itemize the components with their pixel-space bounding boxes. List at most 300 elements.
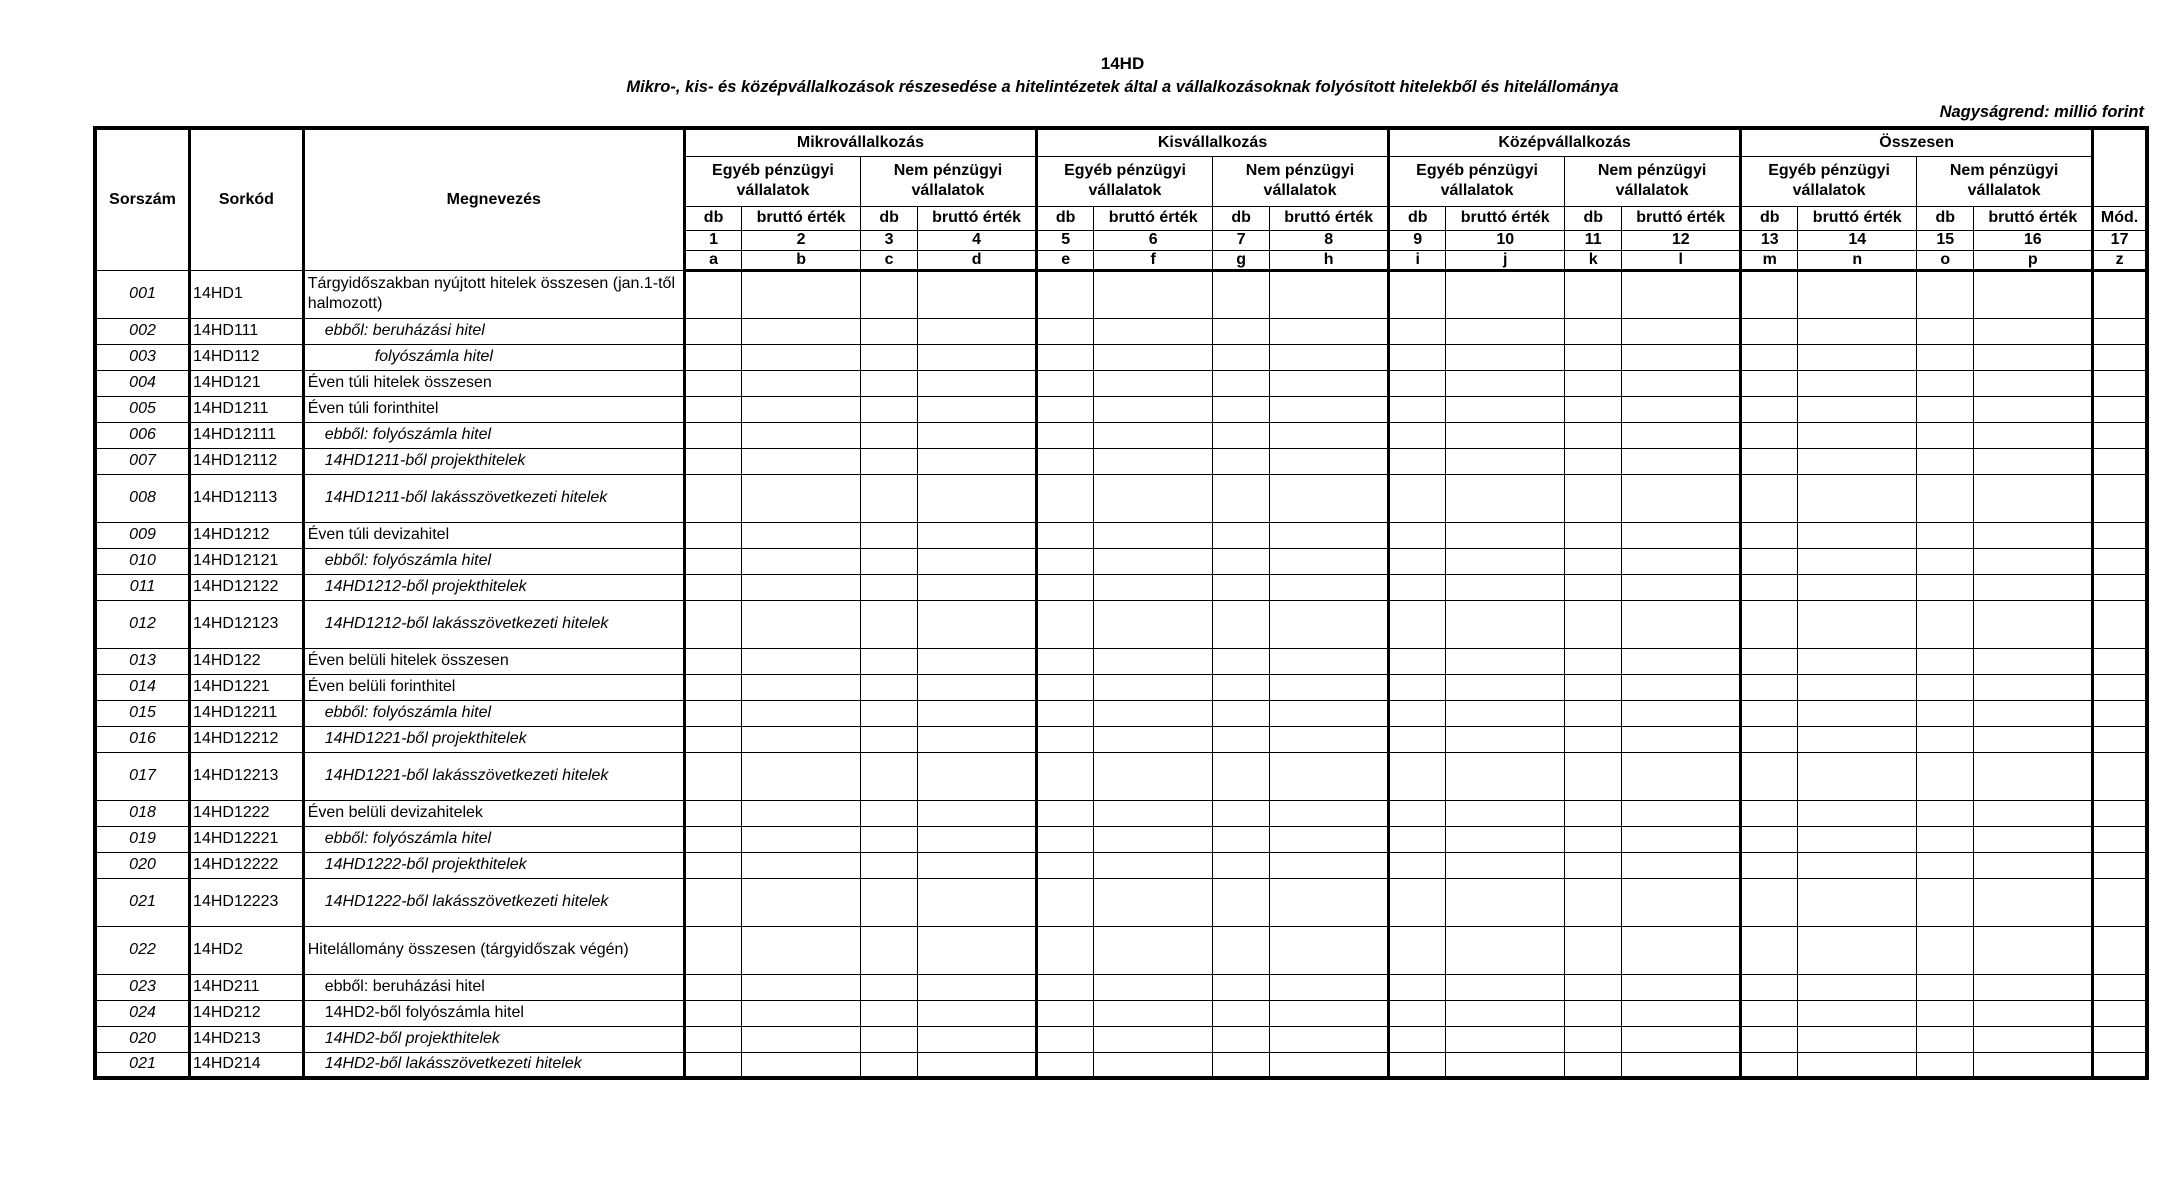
input-cell[interactable] bbox=[860, 852, 917, 878]
input-cell[interactable] bbox=[1917, 318, 1974, 344]
input-cell[interactable] bbox=[1622, 574, 1741, 600]
input-cell[interactable] bbox=[1446, 574, 1565, 600]
input-cell[interactable] bbox=[1622, 1000, 1741, 1026]
input-cell[interactable] bbox=[1974, 344, 2093, 370]
input-cell[interactable] bbox=[1741, 574, 1798, 600]
input-cell[interactable] bbox=[1036, 974, 1093, 1000]
input-cell[interactable] bbox=[1446, 674, 1565, 700]
input-cell[interactable] bbox=[2093, 1000, 2147, 1026]
input-cell[interactable] bbox=[1446, 878, 1565, 926]
input-cell[interactable] bbox=[1622, 1026, 1741, 1052]
input-cell[interactable] bbox=[1446, 370, 1565, 396]
input-cell[interactable] bbox=[1036, 548, 1093, 574]
input-cell[interactable] bbox=[1622, 878, 1741, 926]
input-cell[interactable] bbox=[1974, 370, 2093, 396]
input-cell[interactable] bbox=[684, 448, 741, 474]
input-cell[interactable] bbox=[1446, 648, 1565, 674]
input-cell[interactable] bbox=[1741, 648, 1798, 674]
input-cell[interactable] bbox=[1446, 396, 1565, 422]
input-cell[interactable] bbox=[1446, 270, 1565, 318]
input-cell[interactable] bbox=[1094, 752, 1213, 800]
input-cell[interactable] bbox=[684, 1000, 741, 1026]
input-cell[interactable] bbox=[1565, 800, 1622, 826]
input-cell[interactable] bbox=[1094, 548, 1213, 574]
input-cell[interactable] bbox=[1741, 474, 1798, 522]
input-cell[interactable] bbox=[1446, 726, 1565, 752]
input-cell[interactable] bbox=[1622, 600, 1741, 648]
input-cell[interactable] bbox=[1270, 548, 1389, 574]
input-cell[interactable] bbox=[1565, 396, 1622, 422]
input-cell[interactable] bbox=[742, 448, 861, 474]
input-cell[interactable] bbox=[1974, 474, 2093, 522]
input-cell[interactable] bbox=[1974, 448, 2093, 474]
input-cell[interactable] bbox=[2093, 344, 2147, 370]
input-cell[interactable] bbox=[1036, 1000, 1093, 1026]
input-cell[interactable] bbox=[918, 448, 1037, 474]
input-cell[interactable] bbox=[860, 752, 917, 800]
input-cell[interactable] bbox=[1446, 700, 1565, 726]
input-cell[interactable] bbox=[742, 852, 861, 878]
input-cell[interactable] bbox=[918, 700, 1037, 726]
input-cell[interactable] bbox=[1917, 422, 1974, 448]
input-cell[interactable] bbox=[742, 574, 861, 600]
input-cell[interactable] bbox=[1213, 752, 1270, 800]
input-cell[interactable] bbox=[1213, 600, 1270, 648]
input-cell[interactable] bbox=[1036, 674, 1093, 700]
input-cell[interactable] bbox=[1213, 548, 1270, 574]
input-cell[interactable] bbox=[684, 396, 741, 422]
input-cell[interactable] bbox=[860, 826, 917, 852]
input-cell[interactable] bbox=[918, 600, 1037, 648]
input-cell[interactable] bbox=[1917, 926, 1974, 974]
input-cell[interactable] bbox=[1270, 422, 1389, 448]
input-cell[interactable] bbox=[1213, 974, 1270, 1000]
input-cell[interactable] bbox=[1741, 396, 1798, 422]
input-cell[interactable] bbox=[742, 548, 861, 574]
input-cell[interactable] bbox=[860, 448, 917, 474]
input-cell[interactable] bbox=[1917, 548, 1974, 574]
input-cell[interactable] bbox=[1446, 974, 1565, 1000]
input-cell[interactable] bbox=[1036, 926, 1093, 974]
input-cell[interactable] bbox=[1270, 474, 1389, 522]
input-cell[interactable] bbox=[1446, 344, 1565, 370]
input-cell[interactable] bbox=[860, 1000, 917, 1026]
input-cell[interactable] bbox=[1622, 448, 1741, 474]
input-cell[interactable] bbox=[2093, 800, 2147, 826]
input-cell[interactable] bbox=[1094, 396, 1213, 422]
input-cell[interactable] bbox=[1798, 800, 1917, 826]
input-cell[interactable] bbox=[1270, 370, 1389, 396]
input-cell[interactable] bbox=[1213, 700, 1270, 726]
input-cell[interactable] bbox=[1446, 926, 1565, 974]
input-cell[interactable] bbox=[1622, 370, 1741, 396]
input-cell[interactable] bbox=[918, 826, 1037, 852]
input-cell[interactable] bbox=[1622, 700, 1741, 726]
input-cell[interactable] bbox=[1213, 1026, 1270, 1052]
input-cell[interactable] bbox=[1741, 700, 1798, 726]
input-cell[interactable] bbox=[1389, 700, 1446, 726]
input-cell[interactable] bbox=[1741, 422, 1798, 448]
input-cell[interactable] bbox=[1741, 726, 1798, 752]
input-cell[interactable] bbox=[860, 574, 917, 600]
input-cell[interactable] bbox=[1917, 700, 1974, 726]
input-cell[interactable] bbox=[1917, 826, 1974, 852]
input-cell[interactable] bbox=[1741, 974, 1798, 1000]
input-cell[interactable] bbox=[1270, 270, 1389, 318]
input-cell[interactable] bbox=[860, 370, 917, 396]
input-cell[interactable] bbox=[1798, 396, 1917, 422]
input-cell[interactable] bbox=[1036, 422, 1093, 448]
input-cell[interactable] bbox=[1213, 852, 1270, 878]
input-cell[interactable] bbox=[742, 926, 861, 974]
input-cell[interactable] bbox=[1798, 648, 1917, 674]
input-cell[interactable] bbox=[1213, 800, 1270, 826]
input-cell[interactable] bbox=[1094, 1026, 1213, 1052]
input-cell[interactable] bbox=[1389, 926, 1446, 974]
input-cell[interactable] bbox=[1036, 752, 1093, 800]
input-cell[interactable] bbox=[1565, 974, 1622, 1000]
input-cell[interactable] bbox=[1622, 852, 1741, 878]
input-cell[interactable] bbox=[1622, 396, 1741, 422]
input-cell[interactable] bbox=[684, 648, 741, 674]
input-cell[interactable] bbox=[1798, 574, 1917, 600]
input-cell[interactable] bbox=[684, 344, 741, 370]
input-cell[interactable] bbox=[1917, 270, 1974, 318]
input-cell[interactable] bbox=[1213, 878, 1270, 926]
input-cell[interactable] bbox=[1036, 318, 1093, 344]
input-cell[interactable] bbox=[1213, 344, 1270, 370]
input-cell[interactable] bbox=[1270, 926, 1389, 974]
input-cell[interactable] bbox=[1565, 474, 1622, 522]
input-cell[interactable] bbox=[1565, 1000, 1622, 1026]
input-cell[interactable] bbox=[860, 800, 917, 826]
input-cell[interactable] bbox=[918, 878, 1037, 926]
input-cell[interactable] bbox=[1446, 852, 1565, 878]
input-cell[interactable] bbox=[918, 370, 1037, 396]
input-cell[interactable] bbox=[1974, 926, 2093, 974]
input-cell[interactable] bbox=[860, 270, 917, 318]
input-cell[interactable] bbox=[1389, 826, 1446, 852]
input-cell[interactable] bbox=[1094, 1052, 1213, 1078]
input-cell[interactable] bbox=[1741, 522, 1798, 548]
input-cell[interactable] bbox=[1446, 318, 1565, 344]
input-cell[interactable] bbox=[1213, 1052, 1270, 1078]
input-cell[interactable] bbox=[1213, 396, 1270, 422]
input-cell[interactable] bbox=[1741, 1000, 1798, 1026]
input-cell[interactable] bbox=[1974, 1026, 2093, 1052]
input-cell[interactable] bbox=[860, 1026, 917, 1052]
input-cell[interactable] bbox=[1213, 574, 1270, 600]
input-cell[interactable] bbox=[1917, 370, 1974, 396]
input-cell[interactable] bbox=[1094, 648, 1213, 674]
input-cell[interactable] bbox=[1917, 474, 1974, 522]
input-cell[interactable] bbox=[1974, 974, 2093, 1000]
input-cell[interactable] bbox=[1565, 674, 1622, 700]
input-cell[interactable] bbox=[1213, 674, 1270, 700]
input-cell[interactable] bbox=[1917, 448, 1974, 474]
input-cell[interactable] bbox=[1741, 344, 1798, 370]
input-cell[interactable] bbox=[1917, 600, 1974, 648]
input-cell[interactable] bbox=[684, 800, 741, 826]
input-cell[interactable] bbox=[742, 752, 861, 800]
input-cell[interactable] bbox=[2093, 974, 2147, 1000]
input-cell[interactable] bbox=[1389, 852, 1446, 878]
input-cell[interactable] bbox=[860, 600, 917, 648]
input-cell[interactable] bbox=[684, 852, 741, 878]
input-cell[interactable] bbox=[1565, 522, 1622, 548]
input-cell[interactable] bbox=[1389, 1026, 1446, 1052]
input-cell[interactable] bbox=[1917, 974, 1974, 1000]
input-cell[interactable] bbox=[860, 700, 917, 726]
input-cell[interactable] bbox=[742, 800, 861, 826]
input-cell[interactable] bbox=[742, 600, 861, 648]
input-cell[interactable] bbox=[918, 726, 1037, 752]
input-cell[interactable] bbox=[1213, 1000, 1270, 1026]
input-cell[interactable] bbox=[1798, 752, 1917, 800]
input-cell[interactable] bbox=[1270, 1000, 1389, 1026]
input-cell[interactable] bbox=[918, 548, 1037, 574]
input-cell[interactable] bbox=[1917, 396, 1974, 422]
input-cell[interactable] bbox=[1094, 344, 1213, 370]
input-cell[interactable] bbox=[1798, 674, 1917, 700]
input-cell[interactable] bbox=[2093, 574, 2147, 600]
input-cell[interactable] bbox=[684, 522, 741, 548]
input-cell[interactable] bbox=[1917, 574, 1974, 600]
input-cell[interactable] bbox=[1917, 800, 1974, 826]
input-cell[interactable] bbox=[1917, 674, 1974, 700]
input-cell[interactable] bbox=[2093, 396, 2147, 422]
input-cell[interactable] bbox=[684, 270, 741, 318]
input-cell[interactable] bbox=[1446, 826, 1565, 852]
input-cell[interactable] bbox=[1036, 370, 1093, 396]
input-cell[interactable] bbox=[860, 974, 917, 1000]
input-cell[interactable] bbox=[1270, 974, 1389, 1000]
input-cell[interactable] bbox=[742, 270, 861, 318]
input-cell[interactable] bbox=[1974, 852, 2093, 878]
input-cell[interactable] bbox=[1036, 396, 1093, 422]
input-cell[interactable] bbox=[1798, 974, 1917, 1000]
input-cell[interactable] bbox=[860, 1052, 917, 1078]
input-cell[interactable] bbox=[1798, 370, 1917, 396]
input-cell[interactable] bbox=[1389, 422, 1446, 448]
input-cell[interactable] bbox=[2093, 826, 2147, 852]
input-cell[interactable] bbox=[1389, 448, 1446, 474]
input-cell[interactable] bbox=[1036, 270, 1093, 318]
input-cell[interactable] bbox=[1270, 1052, 1389, 1078]
input-cell[interactable] bbox=[1798, 1026, 1917, 1052]
input-cell[interactable] bbox=[1565, 826, 1622, 852]
input-cell[interactable] bbox=[918, 752, 1037, 800]
input-cell[interactable] bbox=[918, 852, 1037, 878]
input-cell[interactable] bbox=[918, 1052, 1037, 1078]
input-cell[interactable] bbox=[1270, 1026, 1389, 1052]
input-cell[interactable] bbox=[1446, 1052, 1565, 1078]
input-cell[interactable] bbox=[1094, 852, 1213, 878]
input-cell[interactable] bbox=[1213, 522, 1270, 548]
input-cell[interactable] bbox=[742, 674, 861, 700]
input-cell[interactable] bbox=[684, 726, 741, 752]
input-cell[interactable] bbox=[2093, 600, 2147, 648]
input-cell[interactable] bbox=[1389, 648, 1446, 674]
input-cell[interactable] bbox=[860, 474, 917, 522]
input-cell[interactable] bbox=[1270, 600, 1389, 648]
input-cell[interactable] bbox=[684, 600, 741, 648]
input-cell[interactable] bbox=[1270, 522, 1389, 548]
input-cell[interactable] bbox=[1389, 800, 1446, 826]
input-cell[interactable] bbox=[1094, 1000, 1213, 1026]
input-cell[interactable] bbox=[2093, 852, 2147, 878]
input-cell[interactable] bbox=[1389, 752, 1446, 800]
input-cell[interactable] bbox=[1270, 448, 1389, 474]
input-cell[interactable] bbox=[684, 752, 741, 800]
input-cell[interactable] bbox=[1094, 474, 1213, 522]
input-cell[interactable] bbox=[918, 674, 1037, 700]
input-cell[interactable] bbox=[1741, 926, 1798, 974]
input-cell[interactable] bbox=[1974, 1000, 2093, 1026]
input-cell[interactable] bbox=[1565, 700, 1622, 726]
input-cell[interactable] bbox=[742, 422, 861, 448]
input-cell[interactable] bbox=[1446, 448, 1565, 474]
input-cell[interactable] bbox=[1622, 548, 1741, 574]
input-cell[interactable] bbox=[1036, 878, 1093, 926]
input-cell[interactable] bbox=[1622, 752, 1741, 800]
input-cell[interactable] bbox=[1270, 726, 1389, 752]
input-cell[interactable] bbox=[2093, 700, 2147, 726]
input-cell[interactable] bbox=[1917, 344, 1974, 370]
input-cell[interactable] bbox=[1446, 474, 1565, 522]
input-cell[interactable] bbox=[860, 522, 917, 548]
input-cell[interactable] bbox=[1213, 370, 1270, 396]
input-cell[interactable] bbox=[1565, 648, 1622, 674]
input-cell[interactable] bbox=[1094, 370, 1213, 396]
input-cell[interactable] bbox=[1622, 1052, 1741, 1078]
input-cell[interactable] bbox=[1389, 1052, 1446, 1078]
input-cell[interactable] bbox=[1622, 926, 1741, 974]
input-cell[interactable] bbox=[1741, 448, 1798, 474]
input-cell[interactable] bbox=[1622, 344, 1741, 370]
input-cell[interactable] bbox=[2093, 370, 2147, 396]
input-cell[interactable] bbox=[918, 522, 1037, 548]
input-cell[interactable] bbox=[918, 648, 1037, 674]
input-cell[interactable] bbox=[1917, 1052, 1974, 1078]
input-cell[interactable] bbox=[1622, 648, 1741, 674]
input-cell[interactable] bbox=[1565, 878, 1622, 926]
input-cell[interactable] bbox=[1036, 448, 1093, 474]
input-cell[interactable] bbox=[1565, 318, 1622, 344]
input-cell[interactable] bbox=[742, 522, 861, 548]
input-cell[interactable] bbox=[918, 974, 1037, 1000]
input-cell[interactable] bbox=[1389, 318, 1446, 344]
input-cell[interactable] bbox=[742, 974, 861, 1000]
input-cell[interactable] bbox=[2093, 448, 2147, 474]
input-cell[interactable] bbox=[1798, 826, 1917, 852]
input-cell[interactable] bbox=[1974, 800, 2093, 826]
input-cell[interactable] bbox=[1036, 852, 1093, 878]
input-cell[interactable] bbox=[1565, 726, 1622, 752]
input-cell[interactable] bbox=[1741, 270, 1798, 318]
input-cell[interactable] bbox=[1036, 522, 1093, 548]
input-cell[interactable] bbox=[2093, 648, 2147, 674]
input-cell[interactable] bbox=[1741, 674, 1798, 700]
input-cell[interactable] bbox=[1798, 1052, 1917, 1078]
input-cell[interactable] bbox=[1389, 474, 1446, 522]
input-cell[interactable] bbox=[1974, 752, 2093, 800]
input-cell[interactable] bbox=[1622, 318, 1741, 344]
input-cell[interactable] bbox=[1798, 1000, 1917, 1026]
input-cell[interactable] bbox=[918, 1000, 1037, 1026]
input-cell[interactable] bbox=[742, 700, 861, 726]
input-cell[interactable] bbox=[1974, 700, 2093, 726]
input-cell[interactable] bbox=[2093, 1026, 2147, 1052]
input-cell[interactable] bbox=[1741, 852, 1798, 878]
input-cell[interactable] bbox=[860, 726, 917, 752]
input-cell[interactable] bbox=[1036, 474, 1093, 522]
input-cell[interactable] bbox=[1389, 674, 1446, 700]
input-cell[interactable] bbox=[918, 422, 1037, 448]
input-cell[interactable] bbox=[1446, 600, 1565, 648]
input-cell[interactable] bbox=[1741, 878, 1798, 926]
input-cell[interactable] bbox=[1094, 600, 1213, 648]
input-cell[interactable] bbox=[2093, 474, 2147, 522]
input-cell[interactable] bbox=[1741, 800, 1798, 826]
input-cell[interactable] bbox=[1974, 548, 2093, 574]
input-cell[interactable] bbox=[1270, 852, 1389, 878]
input-cell[interactable] bbox=[1917, 1026, 1974, 1052]
input-cell[interactable] bbox=[918, 344, 1037, 370]
input-cell[interactable] bbox=[684, 974, 741, 1000]
input-cell[interactable] bbox=[1213, 422, 1270, 448]
input-cell[interactable] bbox=[2093, 1052, 2147, 1078]
input-cell[interactable] bbox=[2093, 726, 2147, 752]
input-cell[interactable] bbox=[1622, 800, 1741, 826]
input-cell[interactable] bbox=[1622, 726, 1741, 752]
input-cell[interactable] bbox=[1917, 878, 1974, 926]
input-cell[interactable] bbox=[1798, 270, 1917, 318]
input-cell[interactable] bbox=[1213, 474, 1270, 522]
input-cell[interactable] bbox=[684, 878, 741, 926]
input-cell[interactable] bbox=[860, 926, 917, 974]
input-cell[interactable] bbox=[742, 1026, 861, 1052]
input-cell[interactable] bbox=[1389, 396, 1446, 422]
input-cell[interactable] bbox=[1389, 270, 1446, 318]
input-cell[interactable] bbox=[742, 648, 861, 674]
input-cell[interactable] bbox=[1270, 574, 1389, 600]
input-cell[interactable] bbox=[1446, 752, 1565, 800]
input-cell[interactable] bbox=[1917, 852, 1974, 878]
input-cell[interactable] bbox=[1094, 574, 1213, 600]
input-cell[interactable] bbox=[1974, 826, 2093, 852]
input-cell[interactable] bbox=[1917, 1000, 1974, 1026]
input-cell[interactable] bbox=[1974, 648, 2093, 674]
input-cell[interactable] bbox=[1917, 726, 1974, 752]
input-cell[interactable] bbox=[2093, 548, 2147, 574]
input-cell[interactable] bbox=[1389, 726, 1446, 752]
input-cell[interactable] bbox=[1270, 800, 1389, 826]
input-cell[interactable] bbox=[684, 700, 741, 726]
input-cell[interactable] bbox=[1741, 318, 1798, 344]
input-cell[interactable] bbox=[1446, 1026, 1565, 1052]
input-cell[interactable] bbox=[1036, 1052, 1093, 1078]
input-cell[interactable] bbox=[1446, 422, 1565, 448]
input-cell[interactable] bbox=[1565, 448, 1622, 474]
input-cell[interactable] bbox=[1974, 1052, 2093, 1078]
input-cell[interactable] bbox=[1798, 852, 1917, 878]
input-cell[interactable] bbox=[684, 1052, 741, 1078]
input-cell[interactable] bbox=[1094, 318, 1213, 344]
input-cell[interactable] bbox=[1798, 726, 1917, 752]
input-cell[interactable] bbox=[684, 318, 741, 344]
input-cell[interactable] bbox=[1974, 574, 2093, 600]
